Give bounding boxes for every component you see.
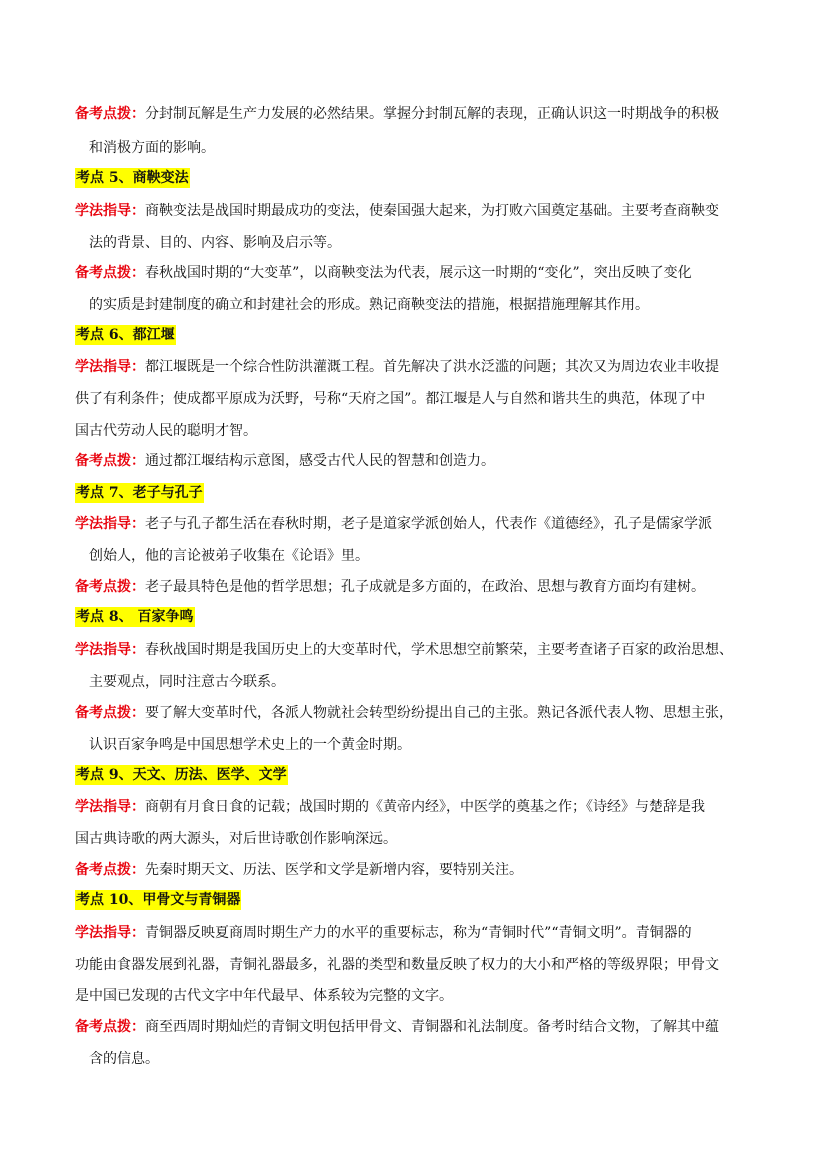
beikao-label: 备考点拨： [75,579,145,595]
note-line [75,1017,719,1037]
xuefa-label: 学法指导： [75,516,145,532]
note-line [75,640,733,660]
note-line [75,514,712,534]
note-text: 青铜器反映夏商周时期生产力的水平的重要标志，称为“青铜时代”“青铜文明”。青铜器的 [145,925,692,941]
note-line: 创始人，他的言论被弟子收集在《论语》里。 [89,548,369,564]
note-text: 都江堰既是一个综合性防洪灌溉工程。首先解决了洪水泛滥的问题；其次又为周边农业丰收提 [145,359,719,375]
beikao-label: 备考点拨： [75,453,145,469]
note-line [75,104,719,124]
note-line [75,357,719,377]
note-line: 的实质是封建制度的确立和封建社会的形成。熟记商鞅变法的措施，根据措施理解其作用。 [89,297,649,313]
note-line: 和消极方面的影响。 [89,140,215,156]
note-line: 认识百家争鸣是中国思想学术史上的一个黄金时期。 [89,737,411,753]
xuefa-label: 学法指导： [75,203,145,219]
section-heading: 考点 7、老子与孔子 [76,485,203,501]
note-line: 含的信息。 [89,1051,159,1067]
note-text: 商至西周时期灿烂的青铜文明包括甲骨文、青铜器和礼法制度。备考时结合文物，了解其中蕴 [145,1019,719,1035]
section-heading: 考点 5、商鞅变法 [76,170,189,186]
note-text: 商朝有月食日食的记载；战国时期的《黄帝内经》，中医学的奠基之作；《诗经》与楚辞是我 [145,799,705,815]
xuefa-label: 学法指导： [75,642,145,658]
xuefa-label: 学法指导： [75,925,145,941]
note-line: 是中国已发现的古代文字中年代最早、体系较为完整的文字。 [75,988,453,1004]
note-line: 国古典诗歌的两大源头，对后世诗歌创作影响深远。 [75,831,397,847]
section-heading: 考点 9、天文、历法、医学、文学 [76,767,287,783]
xuefa-label: 学法指导： [75,359,145,375]
note-line: 主要观点，同时注意古今联系。 [89,674,285,690]
note-line: 法的背景、目的、内容、影响及启示等。 [89,235,341,251]
section-heading: 考点 8、 百家争鸣 [76,609,194,625]
note-text: 要了解大变革时代，各派人物就社会转型纷纷提出自己的主张。熟记各派代表人物、思想主张， [145,705,733,721]
beikao-label: 备考点拨： [75,265,145,281]
section-heading: 考点 6、都江堰 [76,327,175,343]
note-text: 老子最具特色是他的哲学思想；孔子成就是多方面的，在政治、思想与教育方面均有建树。 [145,579,705,595]
note-line: 国古代劳动人民的聪明才智。 [75,423,257,439]
xuefa-label: 学法指导： [75,799,145,815]
note-text: 春秋战国时期的“大变革”，以商鞅变法为代表，展示这一时期的“变化”，突出反映了变化 [145,265,692,281]
note-line: 功能由食器发展到礼器，青铜礼器最多，礼器的类型和数量反映了权力的大小和严格的等级界限；甲骨文 [75,957,719,973]
note-line [75,263,692,283]
beikao-label: 备考点拨： [75,1019,145,1035]
note-text: 先秦时期天文、历法、医学和文学是新增内容，要特别关注。 [145,862,523,878]
note-line [75,797,705,817]
beikao-label: 备考点拨： [75,862,145,878]
beikao-label: 备考点拨： [75,106,145,122]
note-text: 老子与孔子都生活在春秋时期，老子是道家学派创始人，代表作《道德经》，孔子是儒家学派 [145,516,712,532]
note-line [75,860,523,880]
note-line [75,577,705,597]
note-line [75,923,692,943]
note-line [75,703,733,723]
note-text: 分封制瓦解是生产力发展的必然结果。掌握分封制瓦解的表现，正确认识这一时期战争的积极 [145,106,719,122]
note-text: 商鞅变法是战国时期最成功的变法，使秦国强大起来，为打败六国奠定基础。主要考查商鞅变 [145,203,719,219]
note-line: 供了有利条件；使成都平原成为沃野，号称“天府之国”。都江堰是人与自然和谐共生的典范，体现了中 [75,391,706,407]
note-line [75,201,719,221]
note-line [75,451,495,471]
note-text: 通过都江堰结构示意图，感受古代人民的智慧和创造力。 [145,453,495,469]
beikao-label: 备考点拨： [75,705,145,721]
note-text: 春秋战国时期是我国历史上的大变革时代，学术思想空前繁荣，主要考查诸子百家的政治思想、 [145,642,733,658]
section-heading: 考点 10、甲骨文与青铜器 [76,892,241,908]
